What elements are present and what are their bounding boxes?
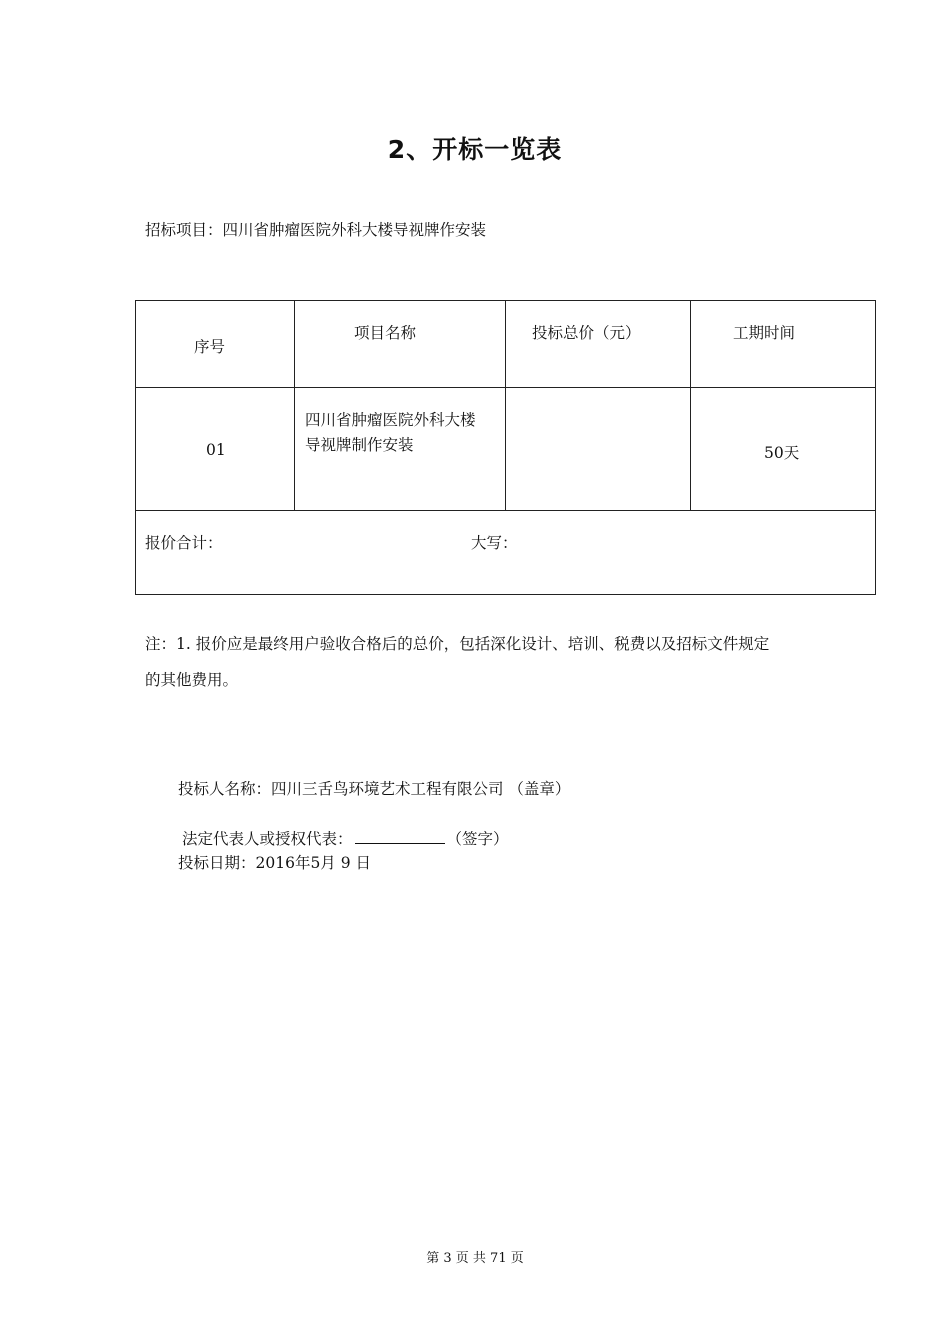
- header-cell-index: 序号: [136, 301, 295, 388]
- table-row: [136, 388, 876, 511]
- representative-suffix: （签字）: [446, 830, 509, 848]
- representative-label: 法定代表人或授权代表：: [182, 830, 353, 848]
- capital-label: 大写：: [471, 534, 518, 552]
- header-cell-name: 项目名称: [295, 301, 506, 388]
- header-cell-price: 投标总价（元）: [506, 301, 691, 388]
- header-cell-duration: 工期时间: [691, 301, 876, 388]
- bidder-line: 投标人名称：四川三舌鸟环境艺术工程有限公司 （盖章）: [178, 780, 571, 798]
- row-duration-cell: 50天: [691, 388, 876, 511]
- representative-line: [182, 827, 509, 849]
- note-line-2: 的其他费用。: [145, 671, 239, 689]
- table-header-row: [136, 301, 876, 388]
- row-name-cell: 四川省肿瘤医院外科大楼 导视牌制作安装: [295, 388, 506, 511]
- page-title: 2、开标一览表: [387, 135, 563, 164]
- total-label: 报价合计：: [145, 534, 223, 552]
- date-line: 投标日期：2016年5月 9 日: [178, 854, 372, 872]
- table-total-row: [136, 511, 876, 595]
- page-footer: 第 3 页 共 71 页: [426, 1251, 524, 1266]
- bid-table: [135, 300, 876, 595]
- signature-line: [355, 842, 445, 844]
- row-index-cell: 01: [136, 388, 295, 511]
- project-line: 招标项目：四川省肿瘤医院外科大楼导视牌作安装: [145, 221, 487, 239]
- row-price-cell: [506, 388, 691, 511]
- total-cell: [136, 511, 876, 595]
- note-line-1: 注：1. 报价应是最终用户验收合格后的总价，包括深化设计、培训、税费以及招标文件规定: [145, 635, 770, 653]
